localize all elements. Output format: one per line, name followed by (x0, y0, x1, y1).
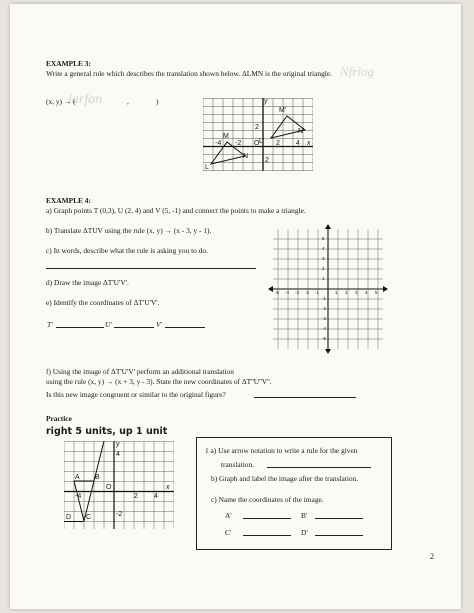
ex4-part-f-line1: f) Using the image of ΔT'U'V' perform an additional translation (46, 367, 234, 376)
practice-label-a: A (75, 474, 80, 481)
ex3-tick-y2: 2 (255, 124, 259, 131)
ex4-y-tick-label: 2 (322, 266, 325, 271)
bleed-through: Nfrlog (340, 64, 374, 79)
ex4-x-tick-label: -4 (285, 290, 290, 295)
practice-q1a-answer-line[interactable] (267, 467, 371, 468)
bleed-through: larfan (68, 92, 103, 107)
ex4-x-tick-label: 3 (355, 290, 358, 295)
ex4-heading: EXAMPLE 4: (46, 196, 91, 205)
practice-question-box (196, 437, 392, 550)
ex3-label-l: L (205, 164, 209, 171)
ex4-arrow-right (383, 286, 388, 292)
ex4-y-tick-label: -3 (322, 316, 327, 321)
practice-label-c: C (86, 514, 92, 521)
ex4-x-tick-label: -2 (305, 290, 310, 295)
practice-origin: O (106, 484, 112, 491)
ex3-gridlines (203, 98, 313, 171)
practice-b-prime-label: B' (301, 511, 308, 520)
worksheet-page (10, 4, 461, 609)
practice-x-label: x (166, 484, 170, 491)
ex4-arrow-left (268, 286, 273, 292)
practice-coordinate-grid[interactable] (64, 441, 174, 529)
ex3-rule-start: (x, y) → ( (46, 97, 76, 106)
ex3-rule-end: ) (156, 97, 159, 106)
ex4-x-tick-label: -1 (315, 290, 320, 295)
ex3-coordinate-grid[interactable] (203, 98, 313, 171)
ex4-y-tick-label: -5 (322, 336, 327, 341)
practice-a-prime-line[interactable] (243, 518, 291, 519)
ex3-x-label: x (307, 140, 311, 147)
ex4-arrow-up (325, 224, 331, 229)
ex4-grid-svg (268, 224, 388, 354)
practice-y-label: y (116, 441, 120, 448)
practice-handwritten-note: right 5 units, up 1 unit (46, 426, 168, 437)
practice-d-prime-line[interactable] (315, 535, 363, 536)
ex4-y-tick-label: 5 (322, 236, 325, 241)
ex4-x-tick-label: 4 (365, 290, 368, 295)
practice-d-prime-label: D' (301, 528, 308, 537)
ex3-tick-4: 4 (296, 140, 300, 147)
ex3-tick-yneg2: 2 (265, 157, 269, 164)
page-number: 2 (430, 552, 434, 561)
ex4-part-f-line2: using the rule (x, y) → (x + 3, y - 3). State the new coordinates of ΔT''U''V''. (46, 377, 272, 386)
ex3-label-l-prime: L' (259, 138, 265, 145)
ex3-y-label: y (264, 98, 268, 105)
practice-tick-y4: 4 (116, 451, 120, 458)
ex4-y-tick-label: 1 (322, 276, 325, 281)
ex4-part-f-line3: Is this new image congruent or similar to the original figure? (46, 390, 226, 399)
practice-tick-x2: 2 (134, 493, 138, 500)
ex4-part-c: c) In words, describe what the rule is asking you to do. (46, 246, 208, 255)
practice-q1b: b) Graph and label the image after the translation. (211, 474, 359, 483)
ex4-coord-t-line[interactable] (56, 327, 104, 328)
ex4-coord-v-label: V' (156, 320, 163, 329)
ex4-x-tick-label: 1 (335, 290, 338, 295)
ex3-prompt: Write a general rule which describes the translation shown below. ΔLMN is the original triangle. (46, 69, 332, 78)
ex4-answer-line-f[interactable] (254, 397, 356, 398)
ex4-y-tick-label: -1 (322, 296, 327, 301)
ex3-tick-neg2: -2 (235, 140, 242, 147)
ex3-label-n: N (243, 153, 249, 160)
practice-q1c: c) Name the coordinates of the image. (211, 495, 324, 504)
ex4-coord-t-label: T' (47, 320, 53, 329)
ex4-x-tick-label: 2 (345, 290, 348, 295)
ex3-label-n-prime: N' (298, 128, 305, 135)
ex4-coordinate-grid[interactable] (268, 224, 388, 354)
practice-c-prime-label: C' (225, 528, 232, 537)
ex3-rule-comma: , (127, 97, 129, 106)
ex3-origin: O (254, 140, 260, 147)
ex4-part-a: a) Graph points T (0,3), U (2, 4) and V (5, -1) and connect the points to make a triangle. (46, 206, 306, 215)
practice-tick-x4: 4 (154, 493, 158, 500)
ex4-coord-v-line[interactable] (165, 327, 205, 328)
practice-label-d: D (66, 514, 72, 521)
ex4-coord-u-line[interactable] (114, 327, 154, 328)
practice-label-b: B (95, 474, 100, 481)
practice-tick-yneg2: -2 (116, 511, 123, 518)
ex3-label-m-prime: M' (279, 107, 287, 114)
ex4-y-tick-label: 4 (322, 246, 325, 251)
ex3-tick-neg4: -4 (215, 140, 222, 147)
practice-b-prime-line[interactable] (315, 518, 363, 519)
ex3-heading: EXAMPLE 3: (46, 59, 91, 68)
practice-q1a-cont: translation. (221, 460, 255, 469)
ex3-grid-svg (203, 98, 313, 171)
ex4-coord-u-label: U' (105, 320, 112, 329)
ex4-x-tick-label: 5 (375, 290, 378, 295)
ex4-part-d: d) Draw the image ΔT'U'V'. (46, 278, 129, 287)
ex4-arrow-down (325, 349, 331, 354)
practice-c-prime-line[interactable] (243, 535, 291, 536)
ex4-part-e: e) Identify the coordinates of ΔT'U'V'. (46, 298, 160, 307)
ex4-y-tick-label: 3 (322, 256, 325, 261)
practice-q1a: 1 a) Use arrow notation to write a rule for the given (205, 446, 358, 455)
ex4-y-tick-label: -4 (322, 326, 327, 331)
ex3-tick-2: 2 (276, 140, 280, 147)
ex4-x-tick-label: -5 (275, 290, 280, 295)
ex4-part-b: b) Translate ΔTUV using the rule (x, y) → (x - 3, y - 1). (46, 226, 212, 235)
ex4-y-tick-label: -2 (322, 306, 327, 311)
ex4-x-tick-label: -3 (295, 290, 300, 295)
practice-tick-xneg4: -4 (75, 493, 82, 500)
practice-a-prime-label: A' (225, 511, 232, 520)
ex4-answer-line-c[interactable] (46, 268, 256, 269)
practice-heading: Practice (46, 414, 72, 423)
ex3-label-m: M (223, 133, 229, 140)
